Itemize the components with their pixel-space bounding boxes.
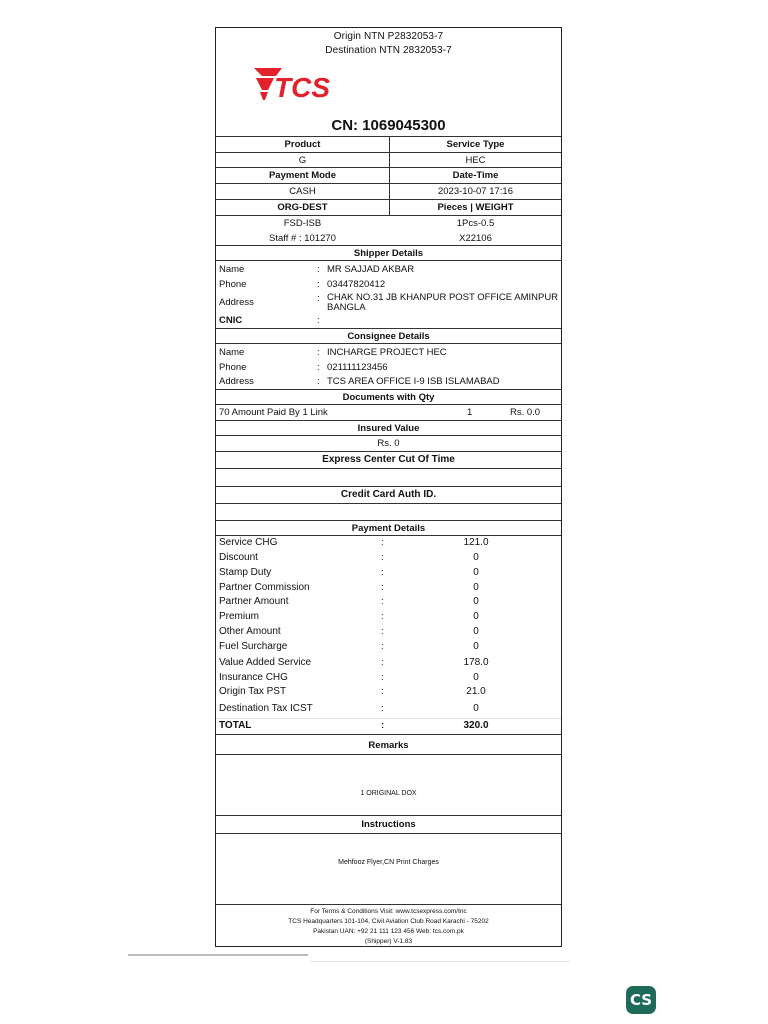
payment-row-value: 21.0 [466,686,486,697]
document-qty: 1 [467,407,473,418]
total-colon: : [381,720,385,731]
payment-row-label: Value Added Service [219,657,312,668]
consignment-number: CN: 1069045300 [331,117,446,134]
instructions-title: Instructions [361,819,416,830]
datetime-value: 2023-10-07 17:16 [437,186,513,197]
instructions-text: Mehfooz Flyer,CN Print Charges [338,859,439,866]
payment-row-value: 0 [473,596,479,607]
payment-row-label: Insurance CHG [219,672,288,683]
payment-row-value: 0 [473,582,479,593]
tcs-logo [252,64,356,106]
remarks-text: 1 ORIGINAL DOX [360,790,417,797]
payment-row-colon: : [381,567,384,578]
consignee-details-title: Consignee Details [347,331,430,342]
payment-row-value: 0 [473,641,479,652]
payment-row-value: 0 [473,672,479,683]
shipper-phone-label: Phone [219,279,247,290]
payment-row-label: Stamp Duty [219,567,272,578]
service-type-value: HEC [465,155,486,166]
datetime-label: Date-Time [452,170,499,181]
shipper-address-label: Address [219,297,254,308]
payment-row-label: Premium [219,611,260,622]
payment-row-colon: : [381,596,384,607]
payment-row-value: 0 [473,567,479,578]
express-center-title: Express Center Cut Of Time [322,454,455,465]
tcs-logo-text: TCS [274,72,330,103]
payment-row-label: Other Amount [219,626,281,637]
shipper-phone-value: 03447820412 [327,279,386,290]
tcs-receipt: Origin NTN P2832053-7 Destination NTN 2832053-7 TCS CN: 1069045300 Product Service Type G HEC Payment Mode Date-Time CASH 2023-10-07 17:16 ORG-DEST Pieces | WEIGHT FSD-ISB 1Pcs-0.5 Staff # : 101270 X22106 Shipper Details Name : MR SAJJAD AKBAR Phone : 03447820412 Address : CHAK NO.31 JB KHANPUR POST OFFICE AMINPUR BANGLA CNIC : Consignee Details Name : INCHARGE PROJECT HEC Phone : 021111123456 Address : TCS AREA OFFICE I-9 ISB ISLAMABAD Documents with Qty 70 Amount Paid By 1 Link 1 Rs. 0.0 Insured Value Rs. 0 Express Center Cut Of Time Credit Card Auth ID. Payment Details Service CHG : 121.0 Discount : 0 Stamp Duty : 0 Partner Commission : 0 Partner Amount : 0 Premium : 0 Other Amount : 0 Fuel Surcharge : 0 Value Added Service : 178.0 Insurance CHG : 0 Origin Tax PST : 21.0 Destination Tax ICST : 0 TOTAL : 320.0 Remarks 1 ORIGINAL DOX Instructions Mehfooz Flyer,CN Print Charges For Terms & Conditions Visit: www.tcsexpress.com/tnc TCS Headquarters 101-104, Civil Aviation Club Road Karachi - 75202 Pakistan UAN: +92 21 111 123 456 Web: tcs.com.pk (Shipper) V-1.83 [215,27,562,947]
total-value: 320.0 [463,720,489,731]
payment-row-colon: : [381,626,384,637]
shipper-details-title: Shipper Details [353,248,424,259]
org-dest-label: ORG-DEST [277,202,328,213]
payment-row-colon: : [381,686,384,697]
payment-row-colon: : [381,537,384,548]
footer-headquarters: TCS Headquarters 101-104, Civil Aviation Club Road Karachi - 75202 [288,918,489,925]
payment-row-label: Destination Tax ICST [219,703,313,714]
payment-mode-value: CASH [289,186,316,197]
consignee-phone-value: 021111123456 [327,362,388,373]
payment-row-label: Discount [219,552,258,563]
page-divider [128,954,308,956]
pieces-weight-value: 1Pcs-0.5 [456,218,495,229]
shipper-cnic-label: CNIC [219,315,243,326]
org-dest-value: FSD-ISB [283,218,322,229]
shipper-name-label: Name [219,264,245,275]
payment-row-colon: : [381,611,384,622]
service-type-label: Service Type [446,139,505,150]
documents-title: Documents with Qty [342,392,435,403]
payment-row-colon: : [381,672,384,683]
shipper-address-line1: CHAK NO.31 JB KHANPUR POST OFFICE AMINPUR [327,292,559,303]
staff-code: X22106 [459,233,492,244]
payment-row-colon: : [381,552,384,563]
camscanner-logo: CS [626,986,656,1014]
footer-version: (Shipper) V-1.83 [364,938,413,945]
consignee-address-value: TCS AREA OFFICE I-9 ISB ISLAMABAD [327,376,500,387]
payment-row-value: 0 [473,611,479,622]
page-divider-faint [310,961,570,962]
pieces-weight-label: Pieces | WEIGHT [437,202,514,213]
footer-contact: Pakistan UAN: +92 21 111 123 456 Web: tcs.com.pk [313,928,464,935]
payment-row-label: Service CHG [219,537,278,548]
remarks-title: Remarks [368,740,409,751]
payment-row-value: 121.0 [463,537,489,548]
destination-ntn: Destination NTN 2832053-7 [325,45,452,56]
consignee-name-value: INCHARGE PROJECT HEC [327,347,447,358]
payment-row-value: 0 [473,552,479,563]
origin-ntn: Origin NTN P2832053-7 [333,31,444,42]
consignee-name-label: Name [219,347,245,358]
payment-row-label: Origin Tax PST [219,686,287,697]
consignee-address-label: Address [219,376,254,387]
payment-row-value: 0 [473,703,479,714]
footer-terms: For Terms & Conditions Visit: www.tcsexpress.com/tnc [310,908,467,915]
shipper-name-value: MR SAJJAD AKBAR [327,264,415,275]
shipper-address-line2: BANGLA [327,302,366,313]
payment-row-value: 0 [473,626,479,637]
payment-row-colon: : [381,641,384,652]
payment-row-label: Fuel Surcharge [219,641,288,652]
document-amount: Rs. 0.0 [510,407,541,418]
insured-value-title: Insured Value [357,423,420,434]
staff-number: Staff # : 101270 [269,233,336,244]
payment-row-label: Partner Commission [219,582,310,593]
payment-row-value: 178.0 [463,657,489,668]
product-label: Product [284,139,321,150]
total-label: TOTAL [219,720,252,731]
payment-row-colon: : [381,703,384,714]
payment-details-title: Payment Details [351,523,426,534]
document-item: 70 Amount Paid By 1 Link [219,407,328,418]
insured-value-amount: Rs. 0 [377,438,400,449]
payment-row-colon: : [381,582,384,593]
consignee-phone-label: Phone [219,362,247,373]
credit-card-title: Credit Card Auth ID. [340,489,437,500]
product-value: G [298,155,307,166]
payment-row-label: Partner Amount [219,596,289,607]
payment-mode-label: Payment Mode [268,170,337,181]
payment-row-colon: : [381,657,384,668]
